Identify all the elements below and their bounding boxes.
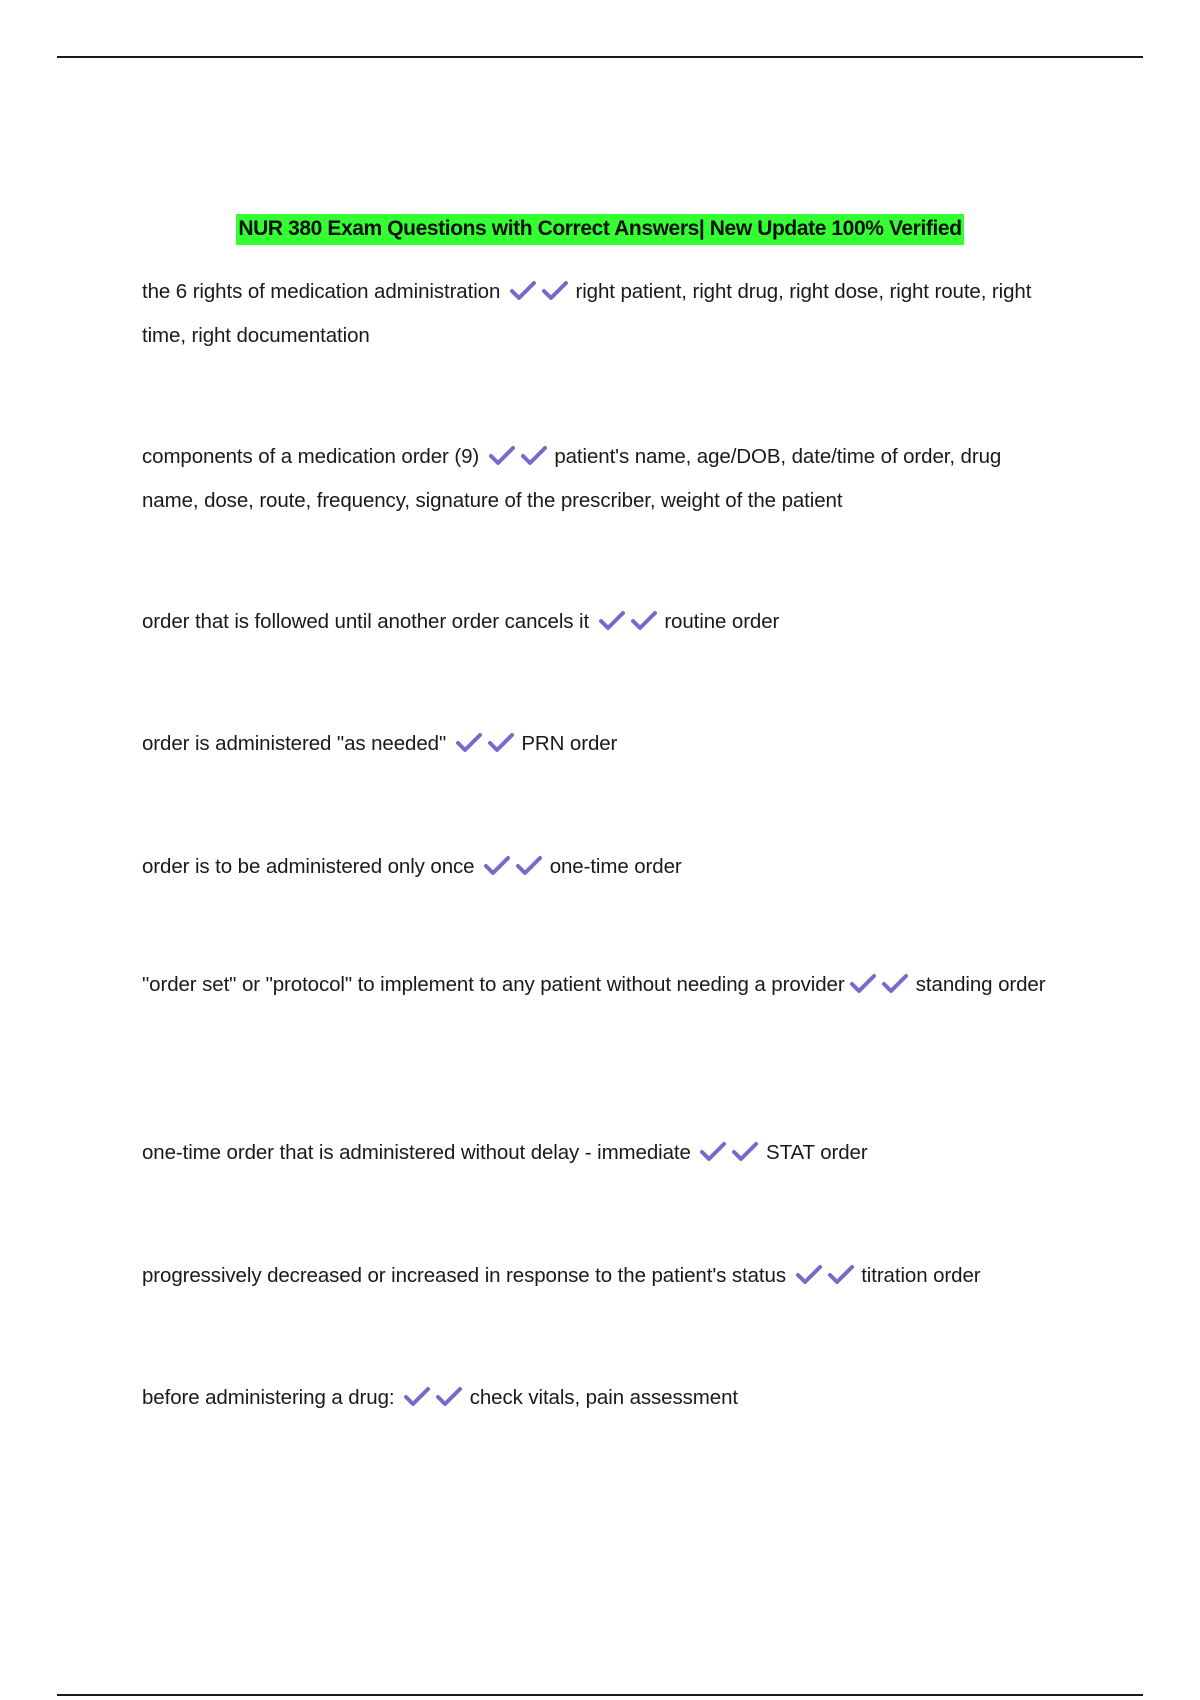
qa-item xyxy=(142,600,1062,644)
question-text: the 6 rights of medication administration xyxy=(142,280,501,303)
qa-item xyxy=(142,963,1062,1007)
answer-text: routine order xyxy=(664,610,780,633)
check-icon xyxy=(850,973,876,995)
check-icon xyxy=(516,855,542,877)
qa-item xyxy=(142,435,1062,523)
question-text: order that is followed until another order cancels it xyxy=(142,610,590,633)
check-icon xyxy=(599,610,625,632)
check-icon xyxy=(489,445,515,467)
check-icon xyxy=(488,732,514,754)
check-icon xyxy=(542,280,568,302)
header-rule xyxy=(57,56,1143,58)
qa-item xyxy=(142,722,1062,766)
check-icon xyxy=(882,973,908,995)
title-container xyxy=(0,214,1200,245)
qa-item xyxy=(142,1254,1062,1298)
answer-text: right patient, right drug, right dose, right route, right time, right documentation xyxy=(142,280,1032,347)
question-text: order is administered "as needed" xyxy=(142,732,447,755)
answer-text: titration order xyxy=(861,1264,981,1287)
check-icon xyxy=(796,1264,822,1286)
qa-item xyxy=(142,1131,1062,1175)
answer-text: check vitals, pain assessment xyxy=(469,1386,738,1409)
question-text: before administering a drug: xyxy=(142,1386,395,1409)
check-icon xyxy=(436,1386,462,1408)
question-text: "order set" or "protocol" to implement to any patient without needing a provider xyxy=(142,973,845,996)
check-icon xyxy=(732,1141,758,1163)
check-icon xyxy=(456,732,482,754)
answer-text: one-time order xyxy=(549,855,682,878)
qa-item xyxy=(142,270,1062,358)
check-icon xyxy=(404,1386,430,1408)
answer-text: standing order xyxy=(915,973,1046,996)
check-icon xyxy=(521,445,547,467)
answer-text: PRN order xyxy=(521,732,618,755)
question-text: progressively decreased or increased in response to the patient's status xyxy=(142,1264,786,1287)
check-icon xyxy=(484,855,510,877)
qa-item xyxy=(142,845,1062,889)
answer-text: STAT order xyxy=(766,1141,868,1164)
check-icon xyxy=(828,1264,854,1286)
qa-item xyxy=(142,1376,1062,1420)
check-icon xyxy=(510,280,536,302)
document-title: NUR 380 Exam Questions with Correct Answers| New Update 100% Verified xyxy=(236,214,963,245)
answer-text: patient's name, age/DOB, date/time of order, drug name, dose, route, frequency, signature of the prescriber, weight of the patient xyxy=(142,445,1002,512)
question-text: one-time order that is administered without delay - immediate xyxy=(142,1141,691,1164)
question-text: order is to be administered only once xyxy=(142,855,475,878)
footer-rule xyxy=(57,1694,1143,1696)
check-icon xyxy=(631,610,657,632)
question-text: components of a medication order (9) xyxy=(142,445,480,468)
check-icon xyxy=(700,1141,726,1163)
